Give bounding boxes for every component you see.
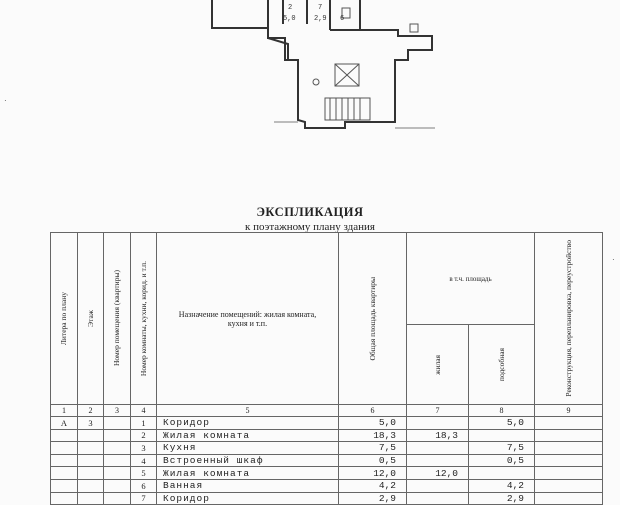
cell-total-area: 7,5 (339, 442, 407, 455)
cell-floor (78, 467, 104, 480)
cell-reconstruction (535, 492, 603, 505)
table-row (51, 429, 603, 442)
cell-room-no: 3 (131, 442, 157, 455)
cell-floor: 3 (78, 417, 104, 430)
cell-aux-area: 4,2 (469, 479, 535, 492)
cell-aux-area: 7,5 (469, 442, 535, 455)
cell-apt (104, 442, 131, 455)
cell-total-area: 4,2 (339, 479, 407, 492)
scan-dot: · (4, 96, 7, 105)
cell-reconstruction (535, 467, 603, 480)
column-number: 1 (51, 405, 78, 417)
scan-dot: · (612, 255, 615, 264)
column-number: 8 (469, 405, 535, 417)
cell-reconstruction (535, 429, 603, 442)
cell-floor (78, 442, 104, 455)
header-total-area: Общая площадь квартиры (339, 233, 407, 405)
cell-litera (51, 429, 78, 442)
cell-apt (104, 454, 131, 467)
column-number: 5 (157, 405, 339, 417)
column-number: 6 (339, 405, 407, 417)
cell-total-area: 2,9 (339, 492, 407, 505)
cell-litera (51, 442, 78, 455)
cell-litera (51, 454, 78, 467)
explication-subtitle: к поэтажному плану здания (244, 221, 375, 233)
header-apt-no: Номер помещения (квартиры) (104, 233, 131, 405)
cell-living-area (407, 417, 469, 430)
table-row (51, 467, 603, 480)
cell-room-no: 2 (131, 429, 157, 442)
cell-room-no: 7 (131, 492, 157, 505)
floor-plan (0, 0, 620, 160)
cell-living-area (407, 442, 469, 455)
cell-aux-area (469, 467, 535, 480)
plan-label-room6: 6 (340, 15, 345, 23)
column-number: 9 (535, 405, 603, 417)
plan-label-area2: 5,0 (283, 15, 296, 23)
plan-label-room7: 7 (318, 4, 323, 12)
cell-total-area: 0,5 (339, 454, 407, 467)
cell-apt (104, 479, 131, 492)
table-row (51, 492, 603, 505)
cell-room-name: Коридор (157, 492, 339, 505)
explication-rows (51, 417, 603, 505)
cell-living-area (407, 479, 469, 492)
header-litera: Литера по плану (51, 233, 78, 405)
header-purpose: Назначение помещений: жилая комната, кухня и т.п. (157, 233, 339, 405)
column-numbers-row (51, 405, 603, 417)
column-number: 3 (104, 405, 131, 417)
cell-reconstruction (535, 454, 603, 467)
cell-litera (51, 467, 78, 480)
cell-reconstruction (535, 417, 603, 430)
cell-reconstruction (535, 442, 603, 455)
cell-total-area: 5,0 (339, 417, 407, 430)
table-row (51, 442, 603, 455)
cell-reconstruction (535, 479, 603, 492)
cell-floor (78, 479, 104, 492)
plan-label-area7: 2,9 (314, 15, 327, 23)
cell-litera (51, 479, 78, 492)
cell-total-area: 12,0 (339, 467, 407, 480)
cell-living-area (407, 454, 469, 467)
cell-room-name: Ванная (157, 479, 339, 492)
header-reconstruction: Реконструкция, перепланировка, переустройство (535, 233, 603, 405)
cell-room-no: 6 (131, 479, 157, 492)
cell-room-no: 4 (131, 454, 157, 467)
table-row (51, 454, 603, 467)
cell-aux-area: 5,0 (469, 417, 535, 430)
explication-table (50, 232, 603, 505)
cell-living-area (407, 492, 469, 505)
cell-apt (104, 492, 131, 505)
cell-living-area: 18,3 (407, 429, 469, 442)
column-number: 7 (407, 405, 469, 417)
table-row (51, 479, 603, 492)
column-number: 2 (78, 405, 104, 417)
cell-aux-area: 0,5 (469, 454, 535, 467)
plan-stairwell (313, 8, 418, 120)
cell-floor (78, 492, 104, 505)
cell-room-no: 5 (131, 467, 157, 480)
table-row (51, 417, 603, 430)
cell-room-name: Коридор (157, 417, 339, 430)
cell-room-no: 1 (131, 417, 157, 430)
cell-litera: А (51, 417, 78, 430)
header-aux: подсобная (469, 325, 535, 405)
explication-title: ЭКСПЛИКАЦИЯ (256, 205, 364, 219)
cell-apt (104, 429, 131, 442)
header-incl-area: в т.ч. площадь (407, 233, 535, 325)
header-floor: Этаж (78, 233, 104, 405)
header-room-no: Номер комнаты, кухни, корид. и т.п. (131, 233, 157, 405)
cell-room-name: Кухня (157, 442, 339, 455)
cell-aux-area (469, 429, 535, 442)
cell-living-area: 12,0 (407, 467, 469, 480)
cell-apt (104, 467, 131, 480)
header-living: жилая (407, 325, 469, 405)
cell-floor (78, 454, 104, 467)
plan-label-room2: 2 (288, 4, 293, 12)
cell-room-name: Жилая комната (157, 467, 339, 480)
cell-apt (104, 417, 131, 430)
cell-room-name: Жилая комната (157, 429, 339, 442)
column-number: 4 (131, 405, 157, 417)
cell-litera (51, 492, 78, 505)
cell-room-name: Встроенный шкаф (157, 454, 339, 467)
cell-floor (78, 429, 104, 442)
cell-aux-area: 2,9 (469, 492, 535, 505)
cell-total-area: 18,3 (339, 429, 407, 442)
